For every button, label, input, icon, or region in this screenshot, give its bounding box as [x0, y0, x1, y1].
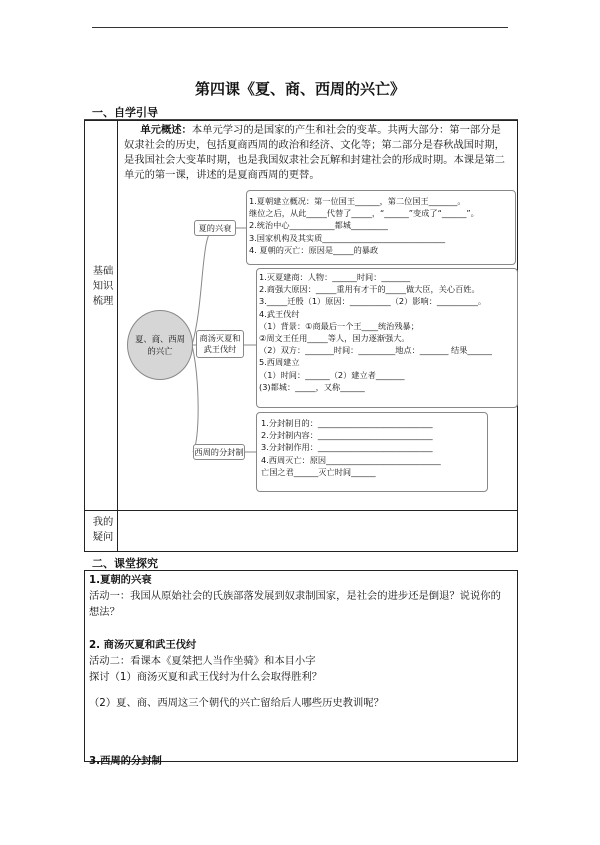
- branch-shang-items: 1.灭夏建商：人物：______时间：_______ 2.商强大原因：_____重用有才干的_____做大臣，关心百姓。 3._____迁殷（1）原因：__________（2）影响：__________。 4.武王伐纣 （1）背景：①商最后一个王____统治残暴； ②周文王任用_____等人，国力逐渐强大。 （2）双方：_______时间：_________地点：_______ 结果______ 5.西周建立 （1）时间：______（2）建立者_______ (3)都城：_____，又称______: [259, 272, 492, 392]
- overview-heading: 单元概述：: [140, 124, 192, 136]
- basic-knowledge-label: 基础 知识 梳理: [92, 265, 114, 307]
- section-heading-self-study: 一、自学引导: [92, 106, 158, 119]
- my-doubt-label: 我的 疑问: [92, 516, 114, 543]
- explore-heading-2: 2. 商汤灭夏和武王伐纣: [89, 639, 197, 651]
- branch-shang-label: 商汤灭夏和 武王伐纣: [196, 330, 244, 358]
- branch-xia-items: 1.夏朝建立概况：第一位国王______，第二位国王_______。 继位之后，从此_____代替了_____，“______”变成了“______”。 2.统治中心___________都城_________ 3.国家机构及其实质______________________________ 4. 夏朝的灭亡：原因是_____的暴政: [249, 196, 479, 255]
- explore-content: 1.夏朝的兴衰 活动一：我国从原始社会的氏族部落发展到奴隶制国家，是社会的进步还是倒退？说说你的 想法？ 2. 商汤灭夏和武王伐纣 活动二：看课本《夏桀把人当作坐骑》和本目小字 探讨（1）商汤灭夏和武王伐纣为什么会取得胜利？ （2）夏、商、西周这三个朝代的兴亡留给后人哪些历史教训呢？ 3.西周的分封制: [89, 572, 514, 769]
- branch-fengjian-items: 1.分封制目的：____________________________ 2.分封制内容：____________________________ 3.分封制作用：____________________________ 4.西周灭亡：原因____________________________ 亡国之君______灭亡时间______: [261, 418, 441, 477]
- branch-xia-label: 夏的兴衰: [194, 220, 236, 236]
- explore-heading-3: 3.西周的分封制: [89, 755, 162, 767]
- section-heading-explore: 二、课堂探究: [92, 557, 158, 570]
- branch-fengjian-label: 西周的分封制: [193, 444, 245, 460]
- page-title: 第四课《夏、商、西周的兴亡》: [194, 80, 405, 98]
- unit-overview: 单元概述：本单元学习的是国家的产生和社会的变革。共两大部分：第一部分是 奴隶社会的历史，包括夏商西周的政治和经济、文化等；第二部分是春秋战国时期， 是我国社会大变革时期，也是我国奴隶社会瓦解和封建社会的形成时期。本课是第二 单元的第一课，讲述的是夏商西周的更替。: [124, 124, 505, 181]
- mindmap-center-node: 夏、商、西周 的兴亡: [127, 310, 193, 380]
- explore-heading-1: 1.夏朝的兴衰: [89, 574, 152, 586]
